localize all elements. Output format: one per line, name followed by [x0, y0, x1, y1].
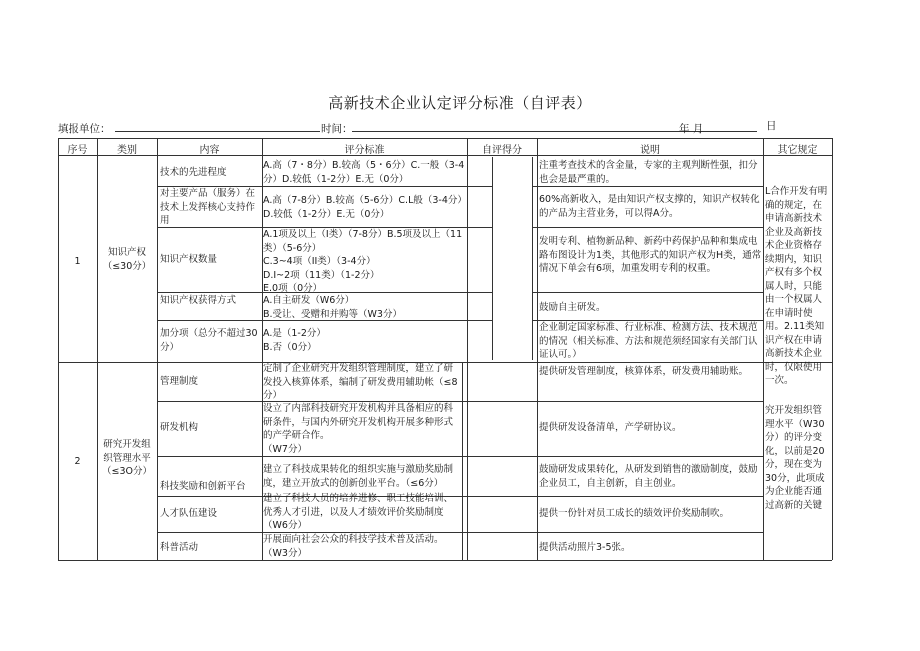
s2-row2-standard: 设立了内部科技研究开发机构并具备相应的科研条件，与国内外研究开发机构开展多种形式的产学研合作。 （W7分） — [263, 403, 454, 455]
s2-row4-note: 提供一份针对员工成长的绩效评价奖励制吹。 — [539, 508, 730, 519]
s2-row3-standard: 建立了科技成果转化的组织实施与激励奖励制度，建立开放式的创新创业平台。（≤6分） — [263, 464, 454, 489]
s2-row3-content: 科技奖励和创新平台 — [160, 481, 246, 492]
header-no: 序号 — [67, 145, 88, 156]
header-self-score: 自评得分 — [482, 145, 522, 156]
s1-row3-standard: A.1项及以上（I类）（7-8分）B.5项及以上（11类）（5-6分） C.3~4项（II类）（3-4分） D.I~2项（11类）（1-2分） E.0项（0分） — [263, 229, 463, 294]
time-label: 时间： — [321, 123, 353, 135]
header-note: 说明 — [640, 145, 660, 156]
section2-no: 2 — [74, 456, 81, 467]
s1-row4-standard: A.自主研发（W6分） B.受让、受赠和并购等（W3分） — [263, 295, 402, 319]
s1-row5-note: 企业制定国家标准、行业标准、检测方法、技术规范的情况（相关标准、方法和规范须经国家有关部门认证认可。） — [539, 322, 758, 360]
unit-input-line[interactable] — [115, 122, 320, 132]
section1-other: L合作开发有明确的规定，在申请高新技术企业及高新技术企业资格存续期内，知识产权有多个权属人时，只能由一个权属人在申请时使用。2.11类知识产权在申请高新技术企业时，仅限使用一次。 — [765, 186, 828, 386]
s1-row1-standard: A.高（7・8分）B.较高（5・6分）C.一般（3-4分）D.较低（1-2分）E.无（0分） — [263, 160, 465, 185]
s2-row5-note: 提供活动照片3-5张。 — [539, 542, 631, 553]
s2-row4-content: 人才队伍建设 — [160, 508, 218, 519]
s2-row2-content: 研发机构 — [160, 422, 199, 433]
s2-row5-content: 科普活动 — [160, 542, 199, 553]
s1-row1-content: 技术的先进程度 — [160, 167, 227, 178]
s1-row4-note: 鼓励自主研发。 — [539, 302, 606, 313]
header-standard: 评分标准 — [344, 145, 385, 156]
s1-row3-content: 知识产权数量 — [160, 254, 218, 265]
header-category: 类别 — [117, 145, 137, 156]
s1-row1-note: 注重考查技术的含金量，专家的主观判断性强，扣分也会是最严重的。 — [539, 160, 758, 185]
s1-row3-note: 发明专利、植物新品种、新药中药保护品种和集成电路布图设计为1类，其他形式的知识产权为H类，通常情况下单会有6项，加重发明专利的权重。 — [539, 236, 762, 274]
s2-row4-standard: 建立了科技人员的培养进修、职工技能培训、优秀人才引进，以及人才绩效评价奖励制度（W6分） — [263, 493, 454, 531]
header-content: 内容 — [199, 145, 220, 156]
header-other: 其它规定 — [777, 145, 818, 156]
page-title: 高新技术企业认定评分标准（自评表） — [328, 94, 592, 112]
year-month-label: 年 月 — [679, 123, 704, 135]
section2-other: 究开发组织管理水平（W30分）的评分变化，以前是20分，现在变为30分，此项成为企业能否通过高新的关键 — [765, 405, 825, 511]
s1-row2-content: 对主要产品（服务）在技术上发挥核心支持作用 — [160, 188, 256, 226]
s1-row5-content: 加分项（总分不超过30分） — [160, 328, 258, 353]
s2-row1-content: 管理制度 — [160, 376, 199, 387]
s2-row1-note: 提供研发管理制度，核算体系，研发费用辅助账。 — [539, 366, 749, 377]
s2-row1-standard: 定制了企业研究开发组织管理制度，建立了研发投入核算体系，编制了研发费用辅助帐（≤8分） — [263, 363, 458, 401]
s2-row3-note: 鼓励研发成果转化，从研发到销售的激励制度，鼓励企业员工，自主创新，自主创业。 — [539, 464, 758, 489]
s2-row5-standard: 开展面向社会公众的科技学技术普及活动。（W3分） — [263, 534, 444, 559]
s1-row4-content: 知识产权获得方式 — [160, 295, 237, 306]
s1-row5-standard: A.是（1-2分） B.否（0分） — [263, 328, 326, 353]
s1-row2-note: 60%高新收入，是由知识产权支撑的，知识产权转化的产品为主营业务，可以得A分。 — [539, 194, 760, 219]
section2-category: 研究开发组织管理水平（≤3O分） — [102, 439, 152, 477]
section1-category: 知识产权 （≤30分） — [102, 247, 152, 272]
s1-row2-standard: A.高（7-8分）B.较高（5-6分）C.L般（3-4分）D.较低（1-2分）E.无（0分） — [263, 195, 467, 220]
s2-row2-note: 提供研发设备清单，产学研协议。 — [539, 422, 682, 433]
unit-label: 填报单位： — [58, 123, 111, 135]
section1-no: 1 — [74, 256, 81, 267]
day-label: 日 — [766, 120, 777, 132]
